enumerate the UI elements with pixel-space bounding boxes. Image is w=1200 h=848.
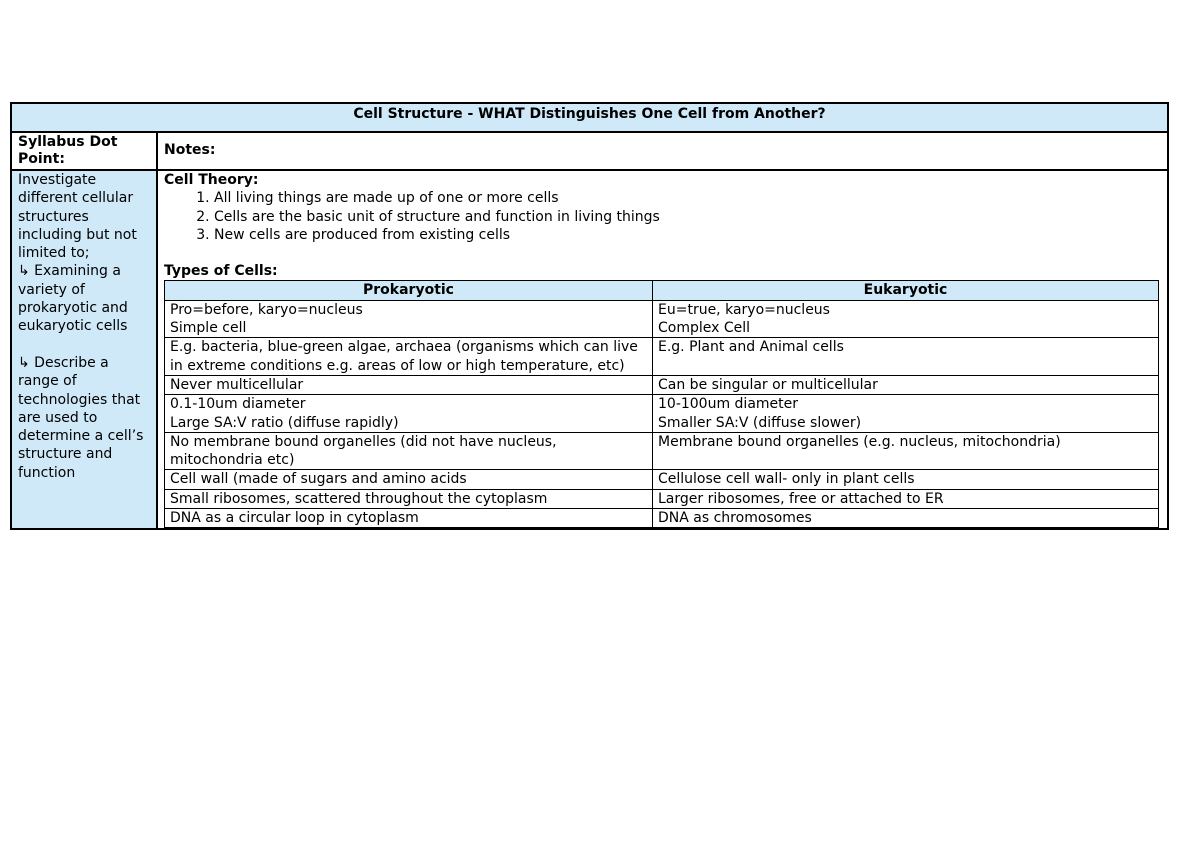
cell-theory-item: 3. New cells are produced from existing cells: [214, 226, 1167, 244]
eukaryotic-cell: [653, 432, 1159, 470]
cell-comparison-table: [164, 280, 1159, 528]
table-row: [165, 489, 1159, 508]
cell-line: Smaller SA:V (diffuse slower): [658, 414, 862, 431]
cell-line: Small ribosomes, scattered throughout the cytoplasm: [170, 490, 548, 507]
table-row: [165, 432, 1159, 470]
cell-line: Can be singular or multicellular: [658, 376, 878, 393]
cell-theory-list: [164, 189, 1167, 244]
cell-theory-item: 1. All living things are made up of one or more cells: [214, 189, 1167, 207]
cell-line: 10-100um diameter: [658, 396, 799, 413]
notes-header: Notes:: [157, 132, 1168, 170]
types-of-cells-title: Types of Cells:: [164, 263, 278, 280]
cell-line: Membrane bound organelles (e.g. nucleus, mitochondria): [658, 433, 1061, 450]
cell-line: Pro=before, karyo=nucleus: [170, 301, 363, 318]
prokaryotic-cell: [165, 395, 653, 433]
prokaryotic-cell: [165, 375, 653, 394]
table-row: [165, 395, 1159, 433]
cell-line: Larger ribosomes, free or attached to ER: [658, 490, 944, 507]
table-row: [165, 375, 1159, 394]
cell-structure-table: [10, 102, 1169, 530]
prokaryotic-cell: [165, 300, 653, 338]
cell-line: E.g. Plant and Animal cells: [658, 339, 844, 356]
table-row: [165, 470, 1159, 489]
table-row: [165, 338, 1159, 376]
syllabus-dot-point: [11, 170, 157, 529]
syllabus-point-2: ↳ Describe a range of technologies that are used to determine a cell’s structure and function: [18, 354, 144, 481]
prokaryotic-cell: [165, 470, 653, 489]
cell-line: No membrane bound organelles (did not have nucleus, mitochondria etc): [170, 433, 557, 469]
cell-theory-item: 2. Cells are the basic unit of structure and function in living things: [214, 208, 1167, 226]
cell-line: DNA as a circular loop in cytoplasm: [170, 510, 419, 527]
table-row: [165, 509, 1159, 528]
syllabus-intro: Investigate different cellular structures including but not limited to;: [18, 172, 137, 262]
cell-line: Cellulose cell wall- only in plant cells: [658, 471, 915, 488]
cell-line: 0.1-10um diameter: [170, 396, 306, 413]
cell-line: Large SA:V ratio (diffuse rapidly): [170, 414, 399, 431]
cell-line: Simple cell: [170, 320, 247, 337]
prokaryotic-cell: [165, 489, 653, 508]
eukaryotic-cell: [653, 489, 1159, 508]
document-title: Cell Structure - WHAT Distinguishes One Cell from Another?: [11, 103, 1168, 132]
cell-line: E.g. bacteria, blue-green algae, archaea (organisms which can live in extreme conditions e.g. areas of low or high temperature, etc): [170, 339, 638, 374]
cell-line: DNA as chromosomes: [658, 510, 812, 527]
syllabus-point-1: ↳ Examining a variety of prokaryotic and eukaryotic cells: [18, 263, 128, 335]
eukaryotic-cell: [653, 509, 1159, 528]
eukaryotic-cell: [653, 300, 1159, 338]
column-header-eukaryotic: Eukaryotic: [653, 281, 1159, 300]
prokaryotic-cell: [165, 509, 653, 528]
syllabus-header: Syllabus Dot Point:: [11, 132, 157, 170]
eukaryotic-cell: [653, 470, 1159, 489]
cell-line: Complex Cell: [658, 320, 751, 337]
eukaryotic-cell: [653, 375, 1159, 394]
eukaryotic-cell: [653, 338, 1159, 376]
cell-line: Cell wall (made of sugars and amino acids: [170, 471, 467, 488]
column-header-prokaryotic: Prokaryotic: [165, 281, 653, 300]
cell-line: Never multicellular: [170, 376, 304, 393]
prokaryotic-cell: [165, 432, 653, 470]
notes-content: [157, 170, 1168, 529]
cell-theory-title: Cell Theory:: [164, 172, 259, 188]
eukaryotic-cell: [653, 395, 1159, 433]
cell-line: Eu=true, karyo=nucleus: [658, 301, 830, 318]
table-row: [165, 300, 1159, 338]
prokaryotic-cell: [165, 338, 653, 376]
